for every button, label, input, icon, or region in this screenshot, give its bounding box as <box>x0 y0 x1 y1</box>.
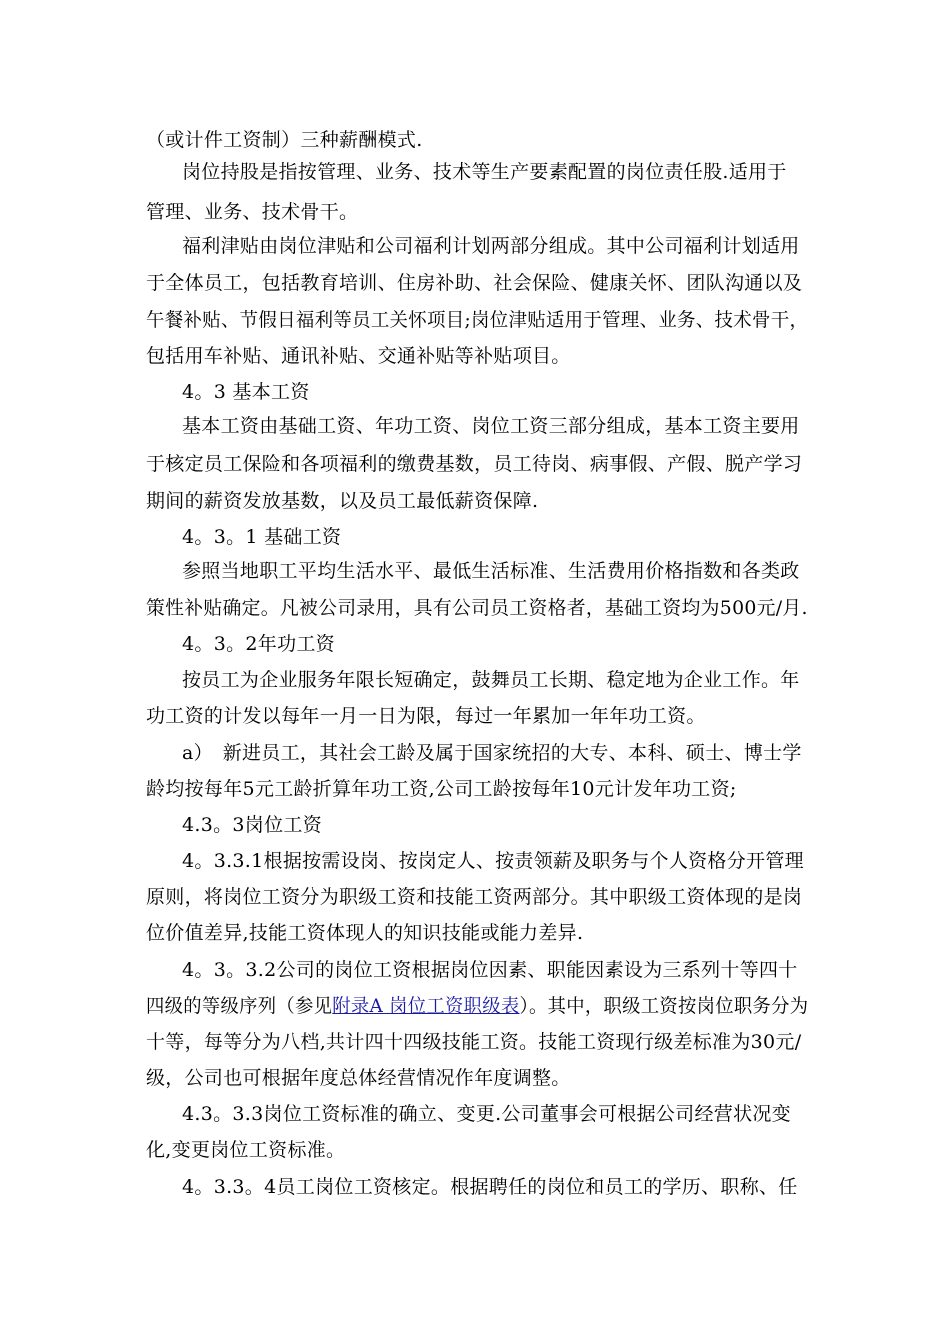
paragraph-line: 策性补贴确定。凡被公司录用，具有公司员工资格者，基础工资均为500元/月. <box>146 597 808 619</box>
paragraph-line: 4.3。3.3岗位工资标准的确立、变更.公司董事会可根据公司经营状况变 <box>182 1103 791 1125</box>
section-heading: 4。3。2年功工资 <box>182 633 335 655</box>
paragraph-line: a） 新进员工，其社会工龄及属于国家统招的大专、本科、硕士、博士学 <box>182 742 802 764</box>
line-text: ）。其中，职级工资按岗位职务分为 <box>519 995 809 1017</box>
paragraph-line: 4。3。3.2公司的岗位工资根据岗位因素、职能因素设为三系列十等四十 <box>182 959 798 981</box>
paragraph-line: 参照当地职工平均生活水平、最低生活标准、生活费用价格指数和各类政 <box>182 560 800 582</box>
paragraph-line: 化,变更岗位工资标准。 <box>146 1139 346 1161</box>
paragraph-line: 包括用车补贴、通讯补贴、交通补贴等补贴项目。 <box>146 345 571 367</box>
paragraph-line: 于全体员工，包括教育培训、住房补助、社会保险、健康关怀、团队沟通以及 <box>146 272 803 294</box>
paragraph-line: 管理、业务、技术骨干。 <box>146 201 359 223</box>
paragraph-line: 岗位持股是指按管理、业务、技术等生产要素配置的岗位责任股.适用于 <box>182 161 787 183</box>
section-heading: 4。3 基本工资 <box>182 381 310 403</box>
paragraph-line: 功工资的计发以每年一月一日为限，每过一年累加一年年功工资。 <box>146 705 706 727</box>
paragraph-line: 级，公司也可根据年度总体经营情况作年度调整。 <box>146 1067 571 1089</box>
paragraph-line: 原则，将岗位工资分为职级工资和技能工资两部分。其中职级工资体现的是岗 <box>146 886 803 908</box>
paragraph-line: 期间的薪资发放基数，以及员工最低薪资保障. <box>146 490 539 512</box>
paragraph-line: 4。3.3.1根据按需设岗、按岗定人、按责领薪及职务与个人资格分开管理 <box>182 850 804 872</box>
paragraph-line: 基本工资由基础工资、年功工资、岗位工资三部分组成，基本工资主要用 <box>182 415 800 437</box>
section-heading: 4。3。1 基础工资 <box>182 526 342 548</box>
paragraph-line: 于核定员工保险和各项福利的缴费基数，员工待岗、病事假、产假、脱产学习 <box>146 453 803 475</box>
line-text: 四级的等级序列（参见 <box>146 995 333 1017</box>
paragraph-line: 龄均按每年5元工龄折算年功工资,公司工龄按每年10元计发年功工资; <box>146 778 737 800</box>
paragraph-line: 午餐补贴、节假日福利等员工关怀项目;岗位津贴适用于管理、业务、技术骨干， <box>146 309 809 331</box>
appendix-link[interactable]: 附录A 岗位工资职级表 <box>332 995 520 1017</box>
paragraph-line: 十等，每等分为八档,共计四十四级技能工资。技能工资现行级差标准为30元/ <box>146 1031 802 1053</box>
paragraph-line: 4。3.3。4员工岗位工资核定。根据聘任的岗位和员工的学历、职称、任 <box>182 1176 798 1198</box>
section-heading: 4.3。3岗位工资 <box>182 814 323 836</box>
paragraph-line: （或计件工资制）三种薪酬模式. <box>146 129 423 151</box>
paragraph-line <box>146 994 808 1018</box>
paragraph-line: 福利津贴由岗位津贴和公司福利计划两部分组成。其中公司福利计划适用 <box>182 235 800 257</box>
paragraph-line: 按员工为企业服务年限长短确定，鼓舞员工长期、稳定地为企业工作。年 <box>182 669 800 691</box>
paragraph-line: 位价值差异,技能工资体现人的知识技能或能力差异. <box>146 922 584 944</box>
